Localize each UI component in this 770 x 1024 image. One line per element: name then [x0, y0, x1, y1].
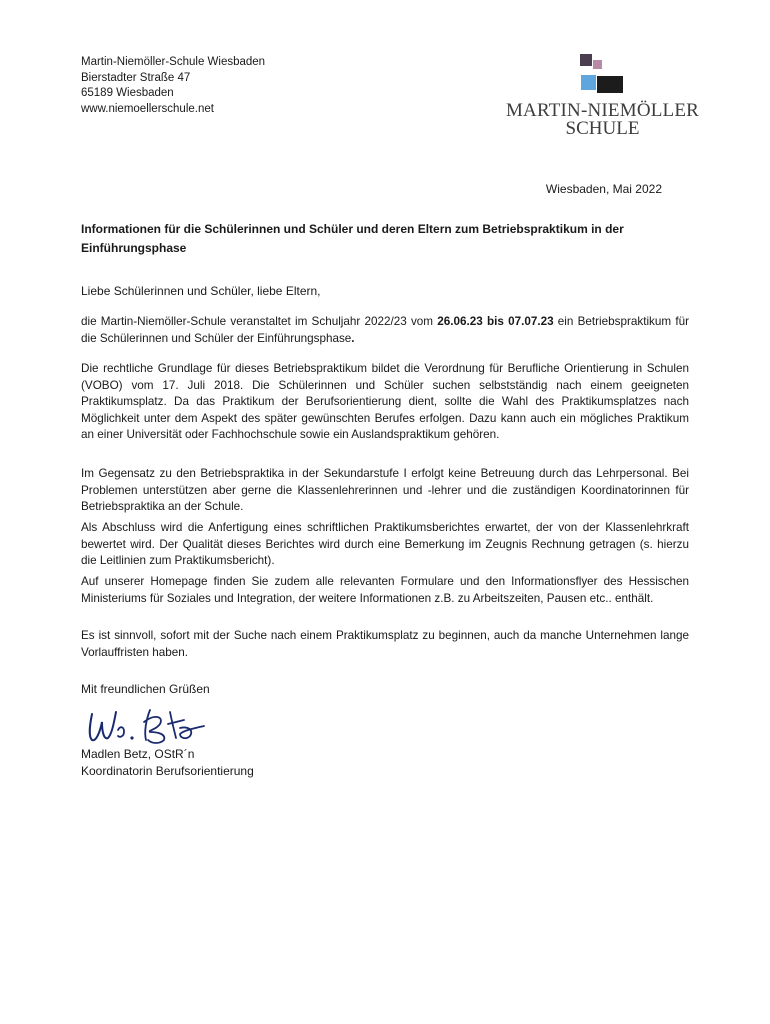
paragraph-homepage: Auf unserer Homepage finden Sie zudem alle relevanten Formulare und den Informationsflyer des Hessischen Ministeriums für Soziales und Integration, der weitere Informationen z.B. zu Arbeitszeiten, Pausen etc.. enthält.	[81, 575, 689, 605]
sender-street: Bierstadter Straße 47	[81, 71, 191, 84]
logo-square-black	[597, 76, 623, 93]
paragraph-legal-basis: Die rechtliche Grundlage für dieses Betriebspraktikum bildet die Verordnung für Berufliche Orientierung in Schulen (VOBO) vom 17. Juli 2018. Die Schülerinnen und Schüler suchen selbstständig nach einem geeigneten Praktikumsplatz. Da das Praktikum der Berufsorientierung dient, sollte die Wahl des Praktikumsplatzes nach Möglichkeit unter dem Aspekt des später gewünschten Berufes erfolgen. Dazu kann auch ein mögliches Praktikum an einer Universität oder Fachhochschule sowie ein Auslandspraktikum gehören.	[81, 362, 689, 441]
paragraph-supervision: Im Gegensatz zu den Betriebspraktika in der Sekundarstufe I erfolgt keine Betreuung durch das Lehrpersonal. Bei Problemen unterstützen aber gerne die Klassenlehrerinnen und -lehrer und die zuständigen Koordinatorinnen für Betriebspraktika an der Schule.	[81, 467, 689, 513]
logo-text-line2: SCHULE	[565, 118, 640, 139]
sender-address	[81, 55, 265, 117]
salutation: Liebe Schülerinnen und Schüler, liebe Eltern,	[81, 284, 321, 298]
paragraph-intro-after: ein Betriebspraktikum für die Schülerinnen und Schüler der Einführungsphase	[81, 315, 689, 345]
sender-city: 65189 Wiesbaden	[81, 87, 174, 99]
paragraph-advice: Es ist sinnvoll, sofort mit der Suche nach einem Praktikumsplatz zu beginnen, auch da manche Unternehmen lange Vorlauffristen haben.	[81, 629, 689, 659]
logo-square-dark	[580, 54, 592, 66]
closing-phrase: Mit freundlichen Grüßen	[81, 682, 210, 696]
logo-text-line1: MARTIN-NIEMÖLLER	[505, 100, 700, 121]
date-connector: bis	[482, 315, 509, 328]
logo-square-blue	[581, 75, 596, 90]
letter-subject: Informationen für die Schülerinnen und Schüler und deren Eltern zum Betriebspraktikum in der Einführungsphase	[81, 222, 624, 255]
sender-website: www.niemoellerschule.net	[81, 102, 214, 115]
paragraph-intro-period: .	[351, 331, 355, 345]
signer-name: Madlen Betz, OStR´n	[81, 747, 195, 761]
paragraph-intro	[81, 314, 689, 347]
signer-block	[81, 746, 254, 780]
date-from: 26.06.23	[437, 315, 483, 328]
paragraph-intro-before: die Martin-Niemöller-Schule veranstaltet im Schuljahr 2022/23 vom	[81, 315, 438, 328]
paragraph-report: Als Abschluss wird die Anfertigung eines schriftlichen Praktikumsberichtes erwartet, der von der Klassenlehrkraft bewertet wird. Der Qualität dieses Berichtes wird durch eine Bemerkung im Zeugnis Rechnung getragen (s. hierzu die Leitlinien zum Praktikumsbericht).	[81, 521, 689, 567]
logo-square-pink	[593, 60, 602, 69]
sender-school-name: Martin-Niemöller-Schule Wiesbaden	[81, 56, 266, 68]
letter-date: Wiesbaden, Mai 2022	[545, 182, 662, 196]
school-logo	[505, 54, 700, 144]
handwritten-signature	[84, 700, 224, 752]
signer-role: Koordinatorin Berufsorientierung	[81, 764, 254, 778]
date-to: 07.07.23	[508, 315, 554, 328]
